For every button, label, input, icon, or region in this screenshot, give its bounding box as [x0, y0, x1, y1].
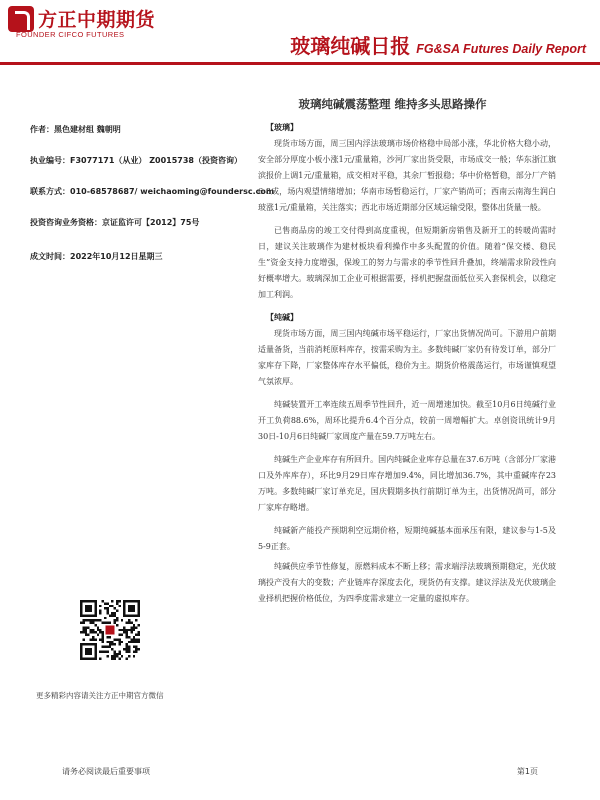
- qualification-line: 投资咨询业务资格：京证监许可【2012】75号: [30, 218, 200, 227]
- report-header: [0, 0, 600, 62]
- logo-icon: [8, 6, 34, 32]
- license-line: 执业编号：F3077171（从业） Z0015738（投资咨询）: [30, 156, 242, 165]
- soda-paragraph: 纯碱装置开工率连续五周季节性回升，近一周增速加快。截至10月6日纯碱行业开工负荷88.6%，周环比提升6.4个百分点，较前一周增幅扩大。卓创资讯统计9月30日-10月6日纯碱厂家周度产量在59.7万吨左右。: [258, 400, 556, 441]
- logo-text-en: FOUNDER CIFCO FUTURES: [16, 30, 125, 39]
- report-title-cn: 玻璃纯碱日报: [290, 34, 411, 58]
- footer-disclaimer-note: 请务必阅读最后重要事项: [62, 767, 150, 776]
- soda-paragraph: 纯碱生产企业库存有所回升。国内纯碱企业库存总量在37.6万吨（含部分厂家港口及外库库存），环比9月29日库存增加9.4%，同比增加36.7%，其中重碱库存23万吨。多数纯碱厂家订单充足，国庆假期多执行前期订单为主，出货情况尚可，部分厂家库存略增。: [258, 455, 556, 512]
- report-title: [290, 30, 586, 59]
- author-line: 作者：黑色建材组 魏朝明: [30, 125, 121, 134]
- contact-line: 联系方式：010-68578687/ weichaoming@foundersc.com: [30, 187, 275, 196]
- header-divider: [0, 62, 600, 65]
- logo-text-cn: 方正中期期货: [38, 9, 156, 31]
- soda-paragraph: 现货市场方面，周三国内纯碱市场平稳运行，厂家出货情况尚可。下游用户前期适量备货，当前消耗原料库存，按需采购为主。多数纯碱厂家仍有待发订单，部分厂家库存下降，厂家整体库存水平偏低，稳价为主。期货价格震荡运行，市场谨慎观望气氛浓厚。: [258, 329, 556, 386]
- section-heading-soda: 【纯碱】: [266, 313, 298, 322]
- company-logo: [8, 6, 178, 39]
- glass-paragraph: 现货市场方面，周三国内浮法玻璃市场价格稳中局部小涨，华北价格大稳小动，安全部分厚度小板小涨1元/重量箱，沙河厂家出货受限，市场成交一般；华东浙江旗滨报价上调1元/重量箱，成交相对平稳，其余厂暂报稳；华中价格暂稳，部分厂产销6-8成，场内观望情绪增加；华南市场暂稳运行，厂家产销尚可；西南云南海生润白玻涨1元/重量箱，关注落实；西北市场近期部分区域运输受限，整体出货量一般。: [258, 139, 556, 212]
- headline: 玻璃纯碱震荡整理 维持多头思路操作: [298, 97, 487, 111]
- qr-caption: 更多精彩内容请关注方正中期官方微信: [36, 691, 164, 700]
- soda-paragraph: 纯碱新产能投产预期利空远期价格，短期纯碱基本面承压有限，建议参与1-5及5-9正套。: [258, 526, 556, 551]
- glass-paragraph: 已售商品房的竣工交付得到高度重视，但短期新房销售及新开工的转暖尚需时日，建议关注玻璃作为建材板块看利操作中多头配置的价值。随着“保交楼、稳民生”资金支持力度增强，保竣工的努力与需求的季节性回升叠加，终端需求阶段性向好概率增大。玻璃深加工企业可根据需要，择机把握盘面低位买入套保机会，以稳定加工利润。: [258, 226, 556, 299]
- publish-time-line: 成文时间：2022年10月12日星期三: [30, 252, 163, 261]
- soda-paragraph: 纯碱供应季节性修复，原燃料成本不断上移；需求端浮法玻璃预期稳定，光伏玻璃投产没有大的变数；产业链库存深度去化，现货仍有支撑。建议浮法及光伏玻璃企业择机把握价格低位，为四季度需求建立一定量的虚拟库存。: [258, 562, 556, 603]
- page-number: 第1页: [516, 767, 538, 776]
- qr-code-icon: [80, 600, 140, 660]
- report-body: [258, 120, 556, 614]
- section-heading-glass: 【玻璃】: [266, 123, 298, 132]
- report-title-en: FG&SA Futures Daily Report: [416, 42, 586, 56]
